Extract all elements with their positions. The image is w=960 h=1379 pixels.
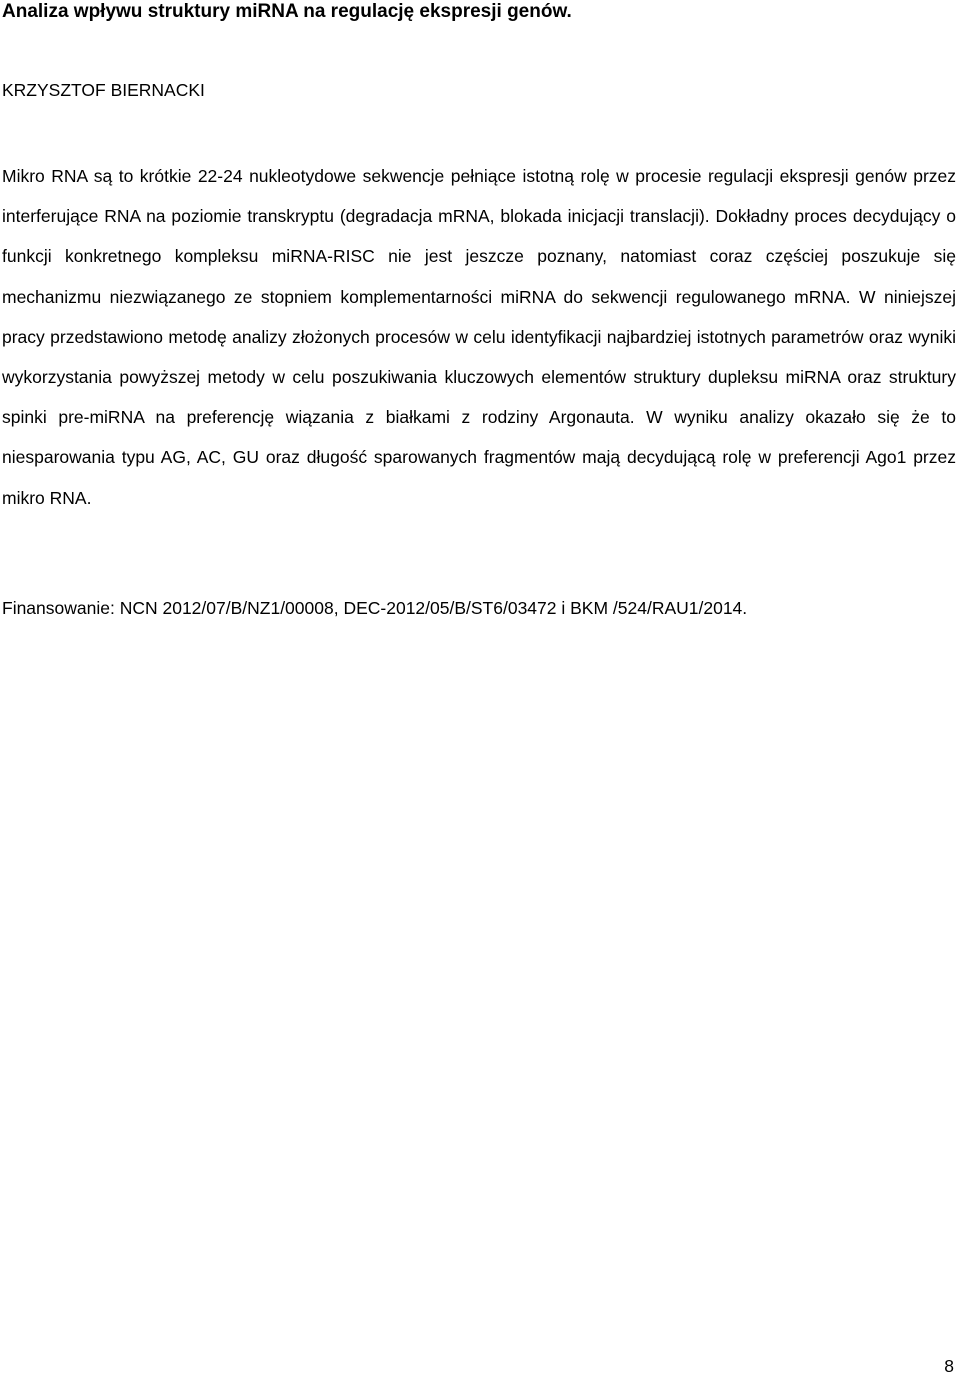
page-number: 8 xyxy=(944,1356,954,1376)
funding-note: Finansowanie: NCN 2012/07/B/NZ1/00008, DEC-2012/05/B/ST6/03472 i BKM /524/RAU1/2014. xyxy=(2,598,748,618)
author-name: KRZYSZTOF BIERNACKI xyxy=(2,80,205,100)
document-title: Analiza wpływu struktury miRNA na regulację ekspresji genów. xyxy=(2,1,572,22)
abstract-paragraph: Mikro RNA są to krótkie 22-24 nukleotydowe sekwencje pełniące istotną rolę w procesie regulacji ekspresji genów przez interferujące RNA na poziomie transkryptu (degradacja mRNA, blokada inicjacji translacji). Dokładny proces decydujący o funkcji konkretnego kompleksu miRNA-RISC nie jest jeszcze poznany, natomiast coraz częściej poszukuje się mechanizmu niezwiązanego ze stopniem komplementarności miRNA do sekwencji regulowanego mRNA. W niniejszej pracy przedstawiono metodę analizy złożonych procesów w celu identyfikacji najbardziej istotnych parametrów oraz wyniki wykorzystania powyższej metody w celu poszukiwania kluczowych elementów struktury dupleksu miRNA oraz struktury spinki pre-miRNA na preferencję wiązania z białkami z rodziny Argonauta. W wyniku analizy okazało się że to niesparowania typu AG, AC, GU oraz długość sparowanych fragmentów mają decydującą rolę w preferencji Ago1 przez mikro RNA. xyxy=(2,166,956,508)
